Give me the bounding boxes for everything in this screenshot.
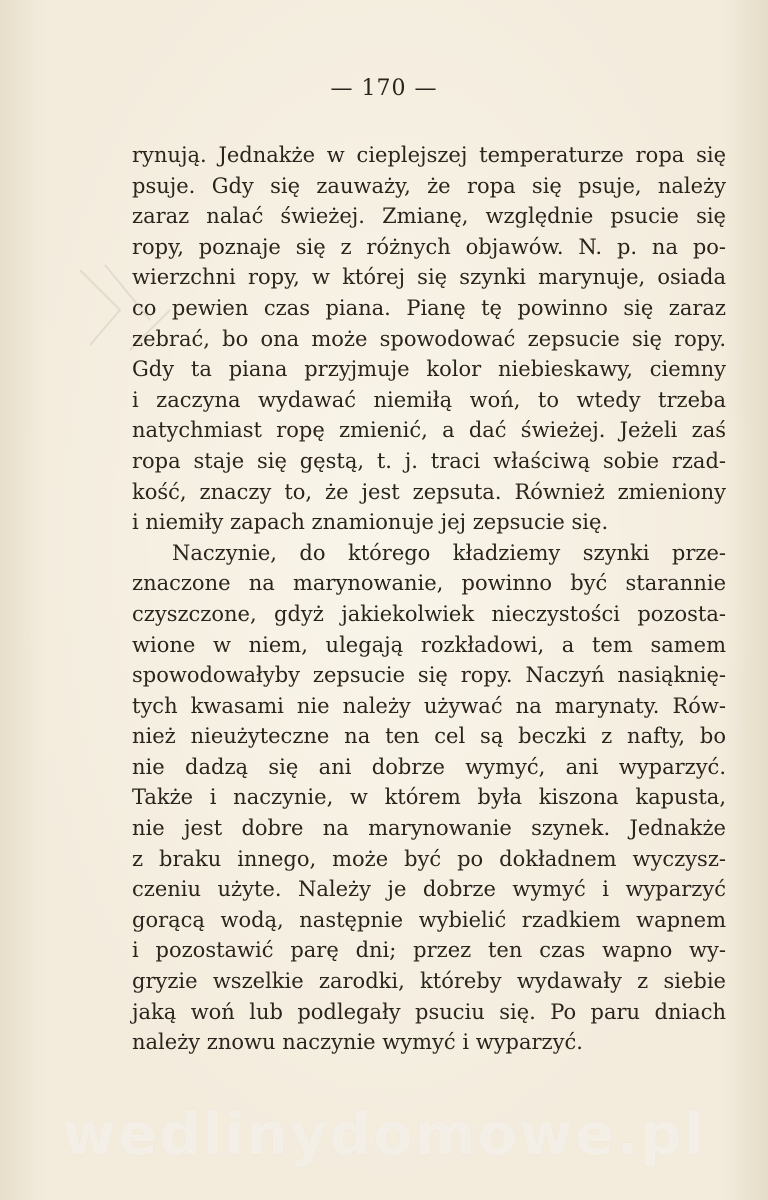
text-line: rynują. Jednakże w cieplejszej temperaturze ropa się bbox=[132, 143, 726, 167]
text-line: Także i naczynie, w którem była kiszona kapusta, bbox=[132, 785, 726, 810]
body-text bbox=[132, 140, 726, 1058]
text-line: gorącą wodą, następnie wybielić rzadkiem wapnem bbox=[132, 907, 726, 932]
text-line: tych kwasami nie należy używać na marynaty. Rów- bbox=[132, 693, 726, 718]
text-line: nie dadzą się ani dobrze wymyć, ani wyparzyć. bbox=[132, 754, 726, 779]
text-line: wione w niem, ulegają rozkładowi, a tem samem bbox=[132, 632, 726, 657]
text-line: z braku innego, może być po dokładnem wyczysz- bbox=[132, 846, 726, 871]
text-line: jaką woń lub podlegały psuciu się. Po paru dniach bbox=[132, 999, 726, 1024]
text-line: i pozostawić parę dni; przez ten czas wapno wy- bbox=[132, 938, 726, 963]
text-line: ropy, poznaje się z różnych objawów. N. p. na po- bbox=[132, 234, 726, 259]
text-line: natychmiast ropę zmienić, a dać świeżej. Jeżeli zaś bbox=[132, 418, 726, 443]
text-line: Naczynie, do którego kładziemy szynki prze- bbox=[172, 540, 726, 565]
text-line: i zaczyna wydawać niemiłą woń, to wtedy trzeba bbox=[132, 387, 726, 412]
text-line: zaraz nalać świeżej. Zmianę, względnie psucie się bbox=[132, 204, 726, 229]
text-line: zebrać, bo ona może spowodować zepsucie się ropy. bbox=[132, 326, 726, 351]
text-line: znaczone na marynowanie, powinno być starannie bbox=[132, 571, 726, 596]
text-line: kość, znaczy to, że jest zepsuta. Również zmieniony bbox=[132, 479, 726, 504]
text-line: nie jest dobre na marynowanie szynek. Jednakże bbox=[132, 816, 726, 841]
text-line: psuje. Gdy się zauważy, że ropa się psuje, należy bbox=[132, 173, 726, 198]
text-line: ropa staje się gęstą, t. j. traci właściwą sobie rzad- bbox=[132, 448, 726, 473]
text-line: nież nieużyteczne na ten cel są beczki z nafty, bo bbox=[132, 724, 726, 749]
page-number: — 170 — bbox=[330, 76, 438, 101]
text-line: i niemiły zapach znamionuje jej zepsucie się. bbox=[132, 510, 609, 535]
text-line: wierzchni ropy, w której się szynki marynuje, osiada bbox=[132, 265, 726, 290]
text-line: co pewien czas piana. Pianę tę powinno się zaraz bbox=[132, 295, 726, 320]
watermark: wedlinydomowe.pl bbox=[62, 1100, 706, 1168]
text-line: Gdy ta piana przyjmuje kolor niebieskawy, ciemny bbox=[132, 357, 726, 382]
text-line: czyszczone, gdyż jakiekolwiek nieczystości pozosta- bbox=[132, 601, 726, 626]
text-line: czeniu użyte. Należy je dobrze wymyć i wyparzyć bbox=[132, 877, 726, 902]
text-line: gryzie wszelkie zarodki, któreby wydawały z siebie bbox=[132, 969, 726, 994]
text-line: spowodowałyby zepsucie się ropy. Naczyń nasiąknię- bbox=[132, 663, 726, 688]
text-line: należy znowu naczynie wymyć i wyparzyć. bbox=[132, 1030, 583, 1055]
